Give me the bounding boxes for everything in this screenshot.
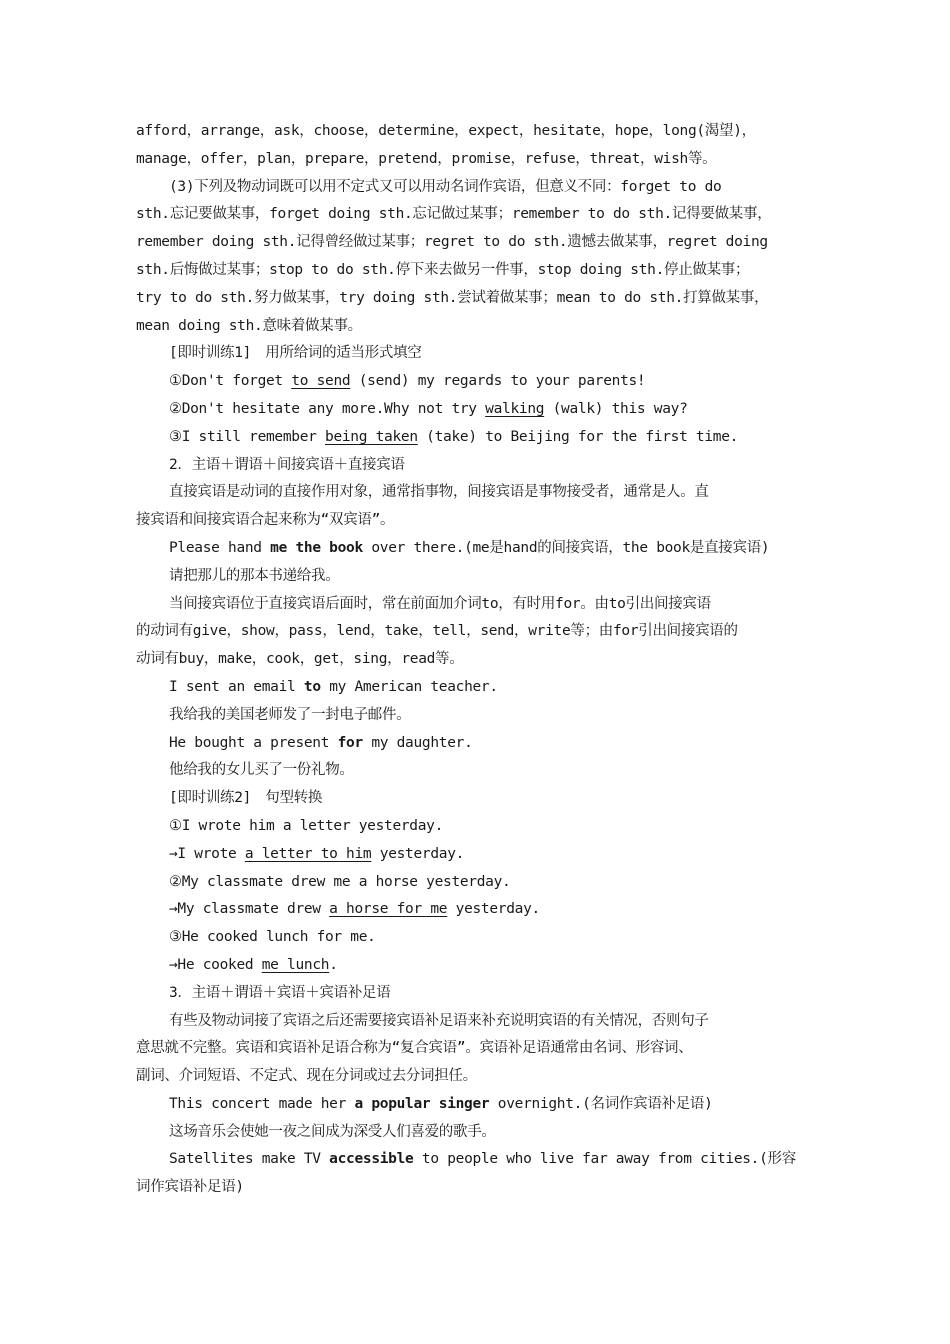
text-run: mean doing sth.意味着做某事。 — [136, 317, 362, 334]
text-line — [136, 591, 820, 619]
answer-blank: to send — [291, 373, 351, 390]
text-line — [136, 702, 820, 730]
emphasized-text: to — [303, 678, 321, 695]
answer-blank: a horse for me — [329, 901, 448, 918]
emphasized-text: me the book — [270, 539, 363, 556]
text-line — [136, 257, 820, 285]
text-run: [即时训练1] 用所给词的适当形式填空 — [169, 345, 422, 362]
text-run: (take) to Beijing for the first time. — [417, 428, 739, 445]
text-run: 副词、介词短语、不定式、现在分词或过去分词担任。 — [136, 1068, 477, 1085]
text-run: 我给我的美国老师发了一封电子邮件。 — [169, 706, 411, 723]
text-run: 请把那儿的那本书递给我。 — [169, 567, 340, 584]
text-run: yesterday. — [447, 901, 540, 918]
text-run: sth.后悔做过某事；stop to do sth.停下来去做另一件事，stop doing sth.停止做某事； — [136, 261, 750, 278]
text-line — [136, 785, 820, 813]
text-line — [136, 896, 820, 924]
text-run: 有些及物动词接了宾语之后还需要接宾语补足语来补充说明宾语的有关情况，否则句子 — [169, 1012, 709, 1029]
text-line — [136, 1035, 820, 1063]
answer-blank: me lunch — [261, 956, 330, 973]
text-line — [136, 507, 820, 535]
text-line — [136, 424, 820, 452]
text-run: 这场音乐会使她一夜之间成为深受人们喜爱的歌手。 — [169, 1123, 496, 1140]
text-line — [136, 869, 820, 897]
text-run: This concert made her — [169, 1095, 355, 1112]
text-run: Satellites make TV — [169, 1151, 330, 1168]
answer-blank: walking — [485, 400, 545, 417]
document-page — [136, 118, 820, 1202]
text-line — [136, 1146, 820, 1174]
text-run: to people who live far away from cities.(形容 — [413, 1151, 796, 1168]
text-run: He bought a present — [169, 734, 338, 751]
text-line — [136, 368, 820, 396]
text-run: ③He cooked lunch for me. — [169, 929, 376, 946]
text-line — [136, 396, 820, 424]
text-line — [136, 952, 820, 980]
text-line — [136, 646, 820, 674]
text-run: ①Don't forget — [169, 373, 292, 390]
text-line — [136, 146, 820, 174]
text-run: 2．主语＋谓语＋间接宾语＋直接宾语 — [169, 456, 405, 473]
text-line — [136, 813, 820, 841]
text-run: ①I wrote him a letter yesterday. — [169, 817, 444, 834]
text-run: 动词有buy，make，cook，get，sing，read等。 — [136, 651, 464, 668]
text-run: 意思就不完整。宾语和宾语补足语合称为“复合宾语”。宾语补足语通常由名词、形容词、 — [136, 1040, 693, 1057]
text-line — [136, 452, 820, 480]
emphasized-text: a popular singer — [354, 1095, 490, 1112]
text-run: Please hand — [169, 539, 271, 556]
text-line — [136, 563, 820, 591]
emphasized-text: accessible — [329, 1151, 414, 1168]
text-line — [136, 757, 820, 785]
text-run: over there.(me是hand的间接宾语，the book是直接宾语) — [362, 539, 770, 556]
text-run: 直接宾语是动词的直接作用对象，通常指事物，间接宾语是事物接受者，通常是人。直 — [169, 484, 709, 501]
text-line — [136, 535, 820, 563]
text-run: 3．主语＋谓语＋宾语＋宾语补足语 — [169, 984, 391, 1001]
text-line — [136, 1119, 820, 1147]
emphasized-text: for — [337, 734, 363, 751]
text-line — [136, 618, 820, 646]
text-run: ③I still remember — [169, 428, 326, 445]
text-run: (send) my regards to your parents! — [350, 373, 646, 390]
text-run: 词作宾语补足语) — [136, 1179, 244, 1196]
text-run: →I wrote — [169, 845, 245, 862]
text-line — [136, 174, 820, 202]
text-run: my American teacher. — [320, 678, 498, 695]
text-line — [136, 1008, 820, 1036]
text-run: remember doing sth.记得曾经做过某事；regret to do sth.遗憾去做某事，regret doing — [136, 234, 768, 251]
text-run: 当间接宾语位于直接宾语后面时，常在前面加介词to，有时用for。由to引出间接宾语 — [169, 595, 711, 612]
text-run: 他给我的女儿买了一份礼物。 — [169, 762, 354, 779]
text-line — [136, 229, 820, 257]
text-line — [136, 285, 820, 313]
text-run: 接宾语和间接宾语合起来称为“双宾语”。 — [136, 512, 395, 529]
text-line — [136, 201, 820, 229]
text-run: (walk) this way? — [544, 400, 688, 417]
text-line — [136, 924, 820, 952]
text-run: overnight.(名词作宾语补足语) — [489, 1095, 713, 1112]
text-line — [136, 313, 820, 341]
answer-blank: being taken — [325, 428, 418, 445]
text-line — [136, 674, 820, 702]
text-line — [136, 730, 820, 758]
text-run: I sent an email — [169, 678, 304, 695]
text-line — [136, 340, 820, 368]
text-run: →He cooked — [169, 956, 262, 973]
text-line — [136, 479, 820, 507]
text-line — [136, 118, 820, 146]
text-run: afford，arrange，ask，choose，determine，expect，hesitate，hope，long(渴望)， — [136, 123, 756, 139]
text-run: ②Don't hesitate any more.Why not try — [169, 400, 486, 417]
text-line — [136, 1063, 820, 1091]
text-line — [136, 1174, 820, 1202]
text-run: my daughter. — [362, 734, 473, 751]
text-run: sth.忘记要做某事，forget doing sth.忘记做过某事；remember to do sth.记得要做某事， — [136, 206, 772, 223]
text-run: 的动词有give，show，pass，lend，take，tell，send，write等；由for引出间接宾语的 — [136, 623, 738, 640]
text-run: →My classmate drew — [169, 901, 330, 918]
text-run: [即时训练2] 句型转换 — [169, 790, 323, 807]
text-line — [136, 980, 820, 1008]
text-run: ②My classmate drew me a horse yesterday. — [169, 873, 511, 890]
text-run: try to do sth.努力做某事，try doing sth.尝试着做某事；mean to do sth.打算做某事， — [136, 289, 769, 306]
text-run: manage，offer，plan，prepare，pretend，promise，refuse，threat，wish等。 — [136, 150, 717, 167]
text-line — [136, 1091, 820, 1119]
text-run: (3)下列及物动词既可以用不定式又可以用动名词作宾语，但意义不同：forget to do — [169, 178, 722, 195]
text-run: yesterday. — [371, 845, 465, 862]
answer-blank: a letter to him — [244, 845, 372, 862]
text-line — [136, 841, 820, 869]
text-run: . — [329, 956, 338, 973]
